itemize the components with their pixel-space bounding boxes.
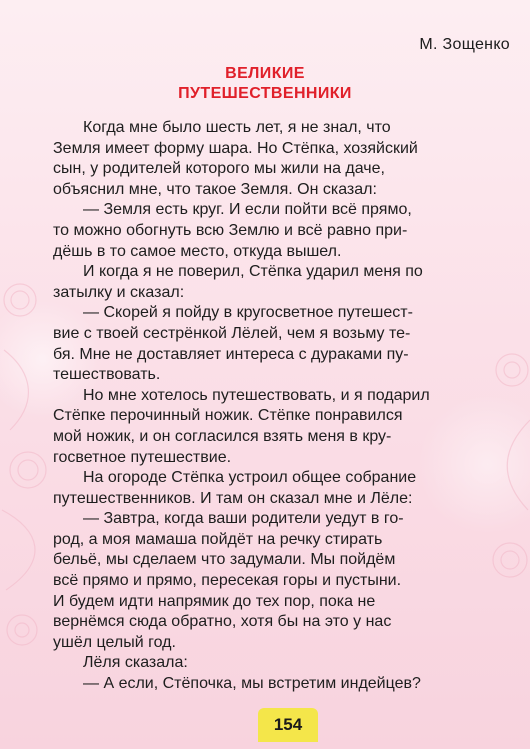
text-line: На огороде Стёпка устроил общее собрание — [83, 469, 417, 487]
text-line: то можно обогнуть всю Землю и всё равно при- — [53, 221, 408, 239]
text-line: Когда мне было шесть лет, я не знал, что — [83, 119, 391, 136]
text-line: бельё, мы сделаем что задумали. Мы пойдём — [53, 551, 396, 569]
text-line: ушёл целый год. — [53, 633, 176, 651]
title-line-2: ПУТЕШЕСТВЕННИКИ — [178, 85, 352, 102]
text-line: И когда я не поверил, Стёпка ударил меня по — [83, 263, 423, 281]
author-name: М. Зощенко — [419, 36, 510, 53]
text-line: объяснил мне, что такое Земля. Он сказал: — [53, 180, 377, 198]
text-line: Стёпке перочинный ножик. Стёпке понравился — [53, 407, 403, 425]
text-line: затылку и сказал: — [53, 283, 185, 301]
text-line: вернёмся сюда обратно, хотя бы на это у нас — [53, 613, 392, 631]
text-line: — Земля есть круг. И если пойти всё прямо, — [83, 201, 412, 219]
text-line: — Скорей я пойду в кругосветное путешест- — [83, 304, 413, 322]
story-text — [53, 118, 520, 695]
text-line: тешествовать. — [53, 366, 161, 384]
text-line: Лёля сказала: — [83, 654, 188, 672]
page-number-badge — [258, 708, 318, 742]
title-line-1: ВЕЛИКИЕ — [225, 65, 305, 82]
text-line: всё прямо и прямо, пересекая горы и пустыни. — [53, 572, 402, 590]
text-line: — Завтра, когда ваши родители уедут в го- — [83, 510, 404, 528]
story-title — [0, 64, 530, 104]
text-line: сын, у родителей которого мы жили на даче, — [53, 160, 385, 178]
text-line: вие с твоей сестрёнкой Лёлей, чем я возьму те- — [53, 324, 411, 342]
text-line: бя. Мне не доставляет интереса с дураками пу- — [53, 345, 409, 363]
text-line: Земля имеет форму шара. Но Стёпка, хозяйский — [53, 139, 418, 157]
text-line: — А если, Стёпочка, мы встретим индейцев? — [83, 675, 421, 693]
text-line: мой ножик, и он согласился взять меня в кру- — [53, 427, 392, 445]
text-line: Но мне хотелось путешествовать, и я подарил — [83, 386, 430, 404]
text-line: дёшь в то самое место, откуда вышел. — [53, 242, 342, 260]
text-line: И будем идти напрямик до тех пор, пока не — [53, 592, 376, 610]
text-line: путешественников. И там он сказал мне и Лёле: — [53, 489, 413, 507]
text-line: госветное путешествие. — [53, 448, 232, 466]
page-number: 154 — [273, 715, 303, 734]
text-line: род, а моя мамаша пойдёт на речку стирать — [53, 530, 383, 548]
